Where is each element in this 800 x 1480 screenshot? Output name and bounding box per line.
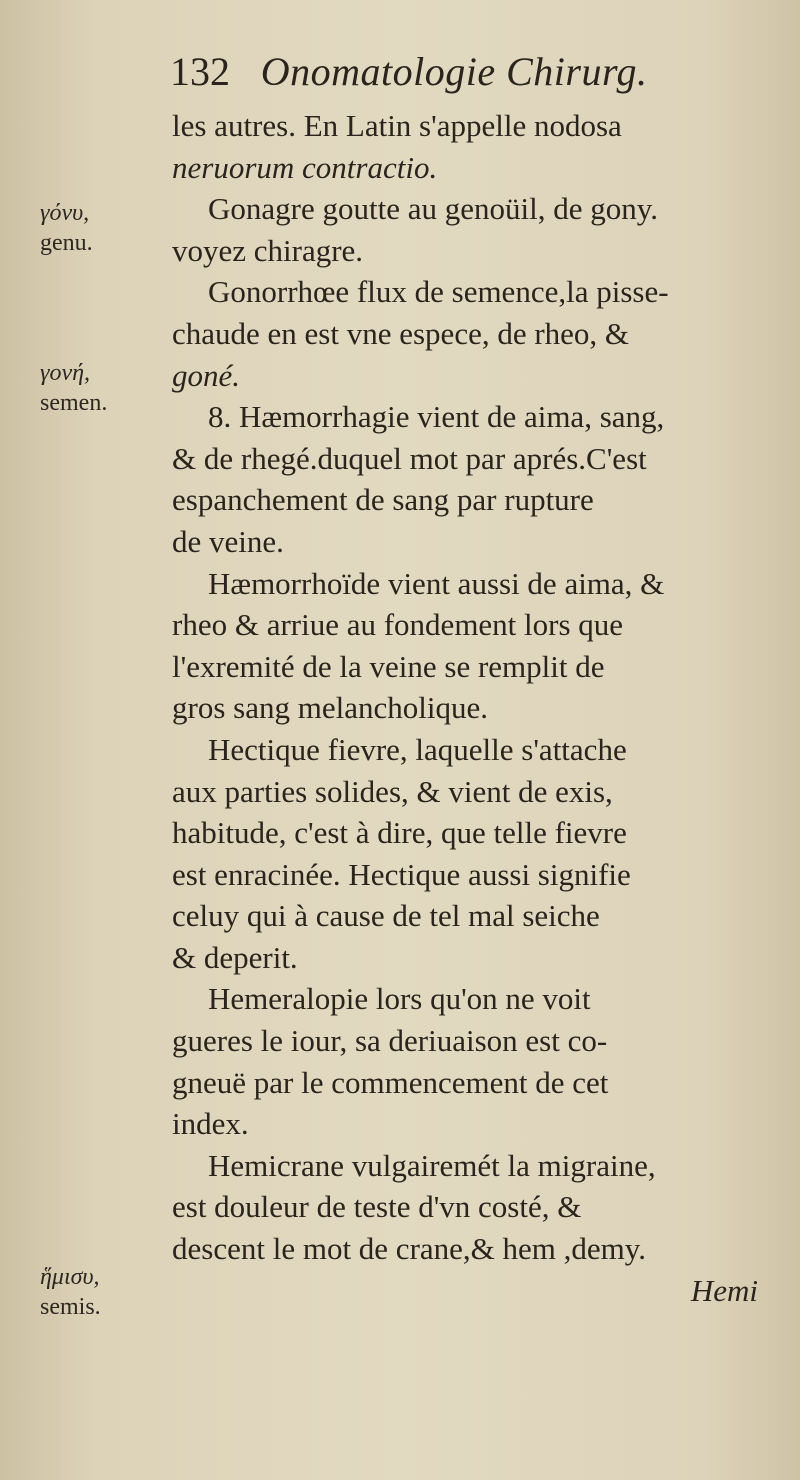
- text-line: Gonorrhœe flux de semence,la pisse-: [208, 274, 669, 310]
- text-line: & deperit.: [172, 939, 298, 975]
- text-line: gueres le iour, sa deriuaison est co-: [172, 1023, 608, 1059]
- text-line: chaude en est vne espece, de rheo, &: [172, 315, 630, 351]
- text-line: Hæmorrhoïde vient aussi de aima, &: [208, 565, 665, 601]
- text-line: Hectique fievre, laquelle s'attache: [208, 731, 627, 767]
- text-line: Hemicrane vulgairemét la migraine,: [208, 1147, 656, 1183]
- margin-note-greek: γόνυ,: [40, 200, 90, 226]
- page-header: [170, 42, 770, 102]
- text-line: Gonagre goutte au genoüil, de gony.: [208, 191, 658, 227]
- margin-note: [40, 1262, 160, 1322]
- text-line: descent le mot de crane,& hem ,demy.: [172, 1231, 647, 1267]
- text-line: de veine.: [172, 523, 284, 559]
- text-line: l'exremité de la veine se remplit de: [172, 648, 605, 684]
- margin-note: [40, 198, 160, 258]
- margin-note-greek: ἥμισυ,: [40, 1264, 100, 1290]
- text-line: goné.: [172, 357, 241, 393]
- text-line: gneuë par le commencement de cet: [172, 1064, 609, 1100]
- text-line: habitude, c'est à dire, que telle fievre: [172, 815, 627, 851]
- margin-note-greek: γονή,: [40, 360, 91, 386]
- text-line: index.: [172, 1106, 249, 1142]
- margin-note-latin: genu.: [40, 230, 93, 256]
- body-text: [172, 105, 772, 1311]
- running-title: Onomatologie Chirurg.: [260, 49, 648, 94]
- margin-note-latin: semis.: [40, 1294, 101, 1320]
- text-line: est douleur de teste d'vn costé, &: [172, 1189, 582, 1225]
- catchword: Hemi: [690, 1272, 758, 1308]
- text-line: est enracinée. Hectique aussi signifie: [172, 856, 631, 892]
- text-line: aux parties solides, & vient de exis,: [172, 773, 613, 809]
- text-line: celuy qui à cause de tel mal seiche: [172, 898, 600, 934]
- margin-note: [40, 358, 160, 418]
- text-line: neruorum contractio.: [172, 149, 438, 185]
- page-number: 132: [170, 49, 230, 94]
- text-line: voyez chiragre.: [172, 232, 364, 268]
- text-line: Hemeralopie lors qu'on ne voit: [208, 981, 591, 1017]
- text-line: les autres. En Latin s'appelle nodosa: [172, 108, 622, 143]
- margin-note-latin: semen.: [40, 390, 108, 416]
- text-line: rheo & arriue au fondement lors que: [172, 607, 624, 643]
- text-line: espanchement de sang par rupture: [172, 482, 594, 518]
- text-line: gros sang melancholique.: [172, 690, 488, 726]
- text-line: 8. Hæmorrhagie vient de aima, sang,: [208, 399, 665, 435]
- text-line: & de rhegé.duquel mot par aprés.C'est: [172, 440, 647, 476]
